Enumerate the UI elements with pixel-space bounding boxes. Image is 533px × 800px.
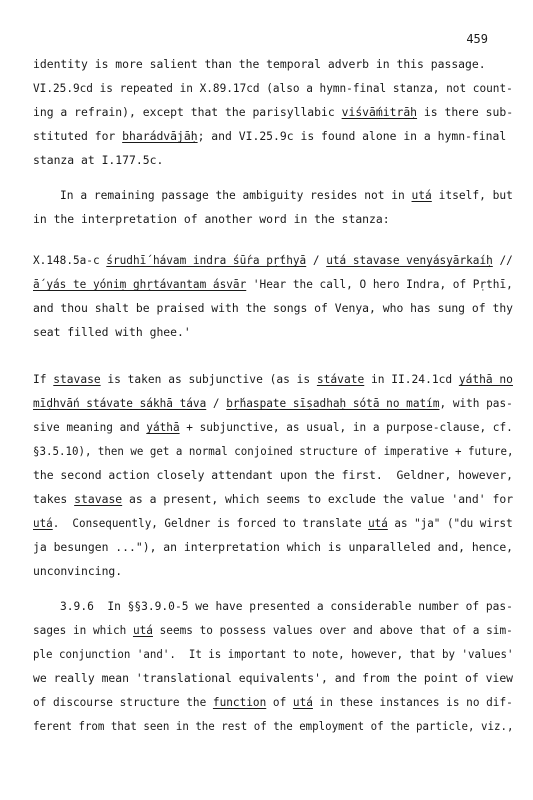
underlined-term: utá (411, 188, 432, 202)
text-line: §3.5.10), then we get a normal conjoined structure of imperative + future, (33, 444, 514, 458)
underlined-term: yáthā no (458, 372, 513, 386)
text-line: If stavase is taken as subjunctive (as is stávate in II.24.1cd yáthā no (33, 372, 513, 386)
underlined-term: mīḍhvā́n stávate sákhā táva (33, 396, 207, 410)
text-line: X.148.5a-c śrudhī́ hávam indra śū́ra pṛ́thyā / utá stavase venyásyārkaíḥ // (33, 253, 513, 267)
text-line: mīḍhvā́n stávate sákhā táva / bṛ́haspate sīṣadhaḥ sótā no matím, with pas- (33, 396, 513, 410)
underlined-term: utá stavase venyásyārkaíḥ (326, 253, 493, 267)
text-line: stituted for bharádvājāḥ; and VI.25.9c is found alone in a hymn-final (33, 129, 507, 143)
text-line: ple conjunction 'and'. It is important to note, however, that by 'values' (33, 647, 514, 661)
underlined-term: utá (132, 623, 153, 637)
text-line: ferent from that seen in the rest of the employment of the particle, viz., (33, 719, 514, 733)
underlined-term: stávate (316, 372, 365, 386)
underlined-term: bharádvājāḥ (122, 129, 198, 143)
text-line: identity is more salient than the temporal adverb in this passage. (33, 57, 486, 71)
text-line: 3.9.6 In §§3.9.0-5 we have presented a considerable number of pas- (33, 599, 513, 613)
underlined-term: stavase (53, 372, 101, 386)
text-line: ā́ yás te yóniṃ ghṛtávantam ásvār 'Hear the call, O hero Indra, of Pṛthī, (33, 277, 513, 291)
text-line: sive meaning and yáthā + subjunctive, as usual, in a purpose-clause, cf. (33, 420, 513, 434)
page-number: 459 (466, 32, 488, 46)
text-line: In a remaining passage the ambiguity resides not in utá itself, but (33, 188, 513, 202)
text-line: unconvincing. (33, 564, 123, 578)
text-line: we really mean 'translational equivalents', and from the point of view (33, 671, 514, 685)
text-line: the second action closely attendant upon the first. Geldner, however, (33, 468, 514, 482)
text-line: stanza at I.177.5c. (33, 153, 164, 167)
text-line: ja besungen ..."), an interpretation which is unparalleled and, hence, (33, 540, 514, 554)
underlined-term: bṛ́haspate sīṣadhaḥ sótā no matím (226, 396, 440, 410)
text-line: utá. Consequently, Geldner is forced to translate utá as "ja" ("du wirst (33, 516, 513, 530)
text-line: takes stavase as a present, which seems to exclude the value 'and' for (33, 492, 514, 506)
text-line: seat filled with ghee.' (33, 325, 191, 339)
underlined-term: viśvā́mitrāḥ (341, 105, 418, 119)
text-line: of discourse structure the function of utá in these instances is no dif- (33, 695, 513, 709)
text-line: VI.25.9cd is repeated in X.89.17cd (also a hymn-final stanza, not count- (33, 81, 513, 95)
underlined-term: function (212, 695, 267, 709)
underlined-term: yáthā (146, 420, 180, 434)
underlined-term: utá (368, 516, 388, 530)
underlined-term: ā́ yás te yóniṃ ghṛtávantam ásvār (33, 277, 247, 291)
text-line: sages in which utá seems to possess values over and above that of a sim- (33, 623, 513, 637)
underlined-term: utá (33, 516, 53, 530)
underlined-term: stavase (74, 492, 123, 506)
text-line: ing a refrain), except that the parisyllabic viśvā́mitrāḥ is there sub- (33, 105, 514, 119)
underlined-term: śrudhī́ hávam indra śū́ra pṛ́thyā (106, 253, 307, 267)
text-line: and thou shalt be praised with the songs of Venya, who has sung of thy (33, 301, 514, 315)
text-line: in the interpretation of another word in the stanza: (33, 212, 390, 226)
underlined-term: utá (292, 695, 313, 709)
